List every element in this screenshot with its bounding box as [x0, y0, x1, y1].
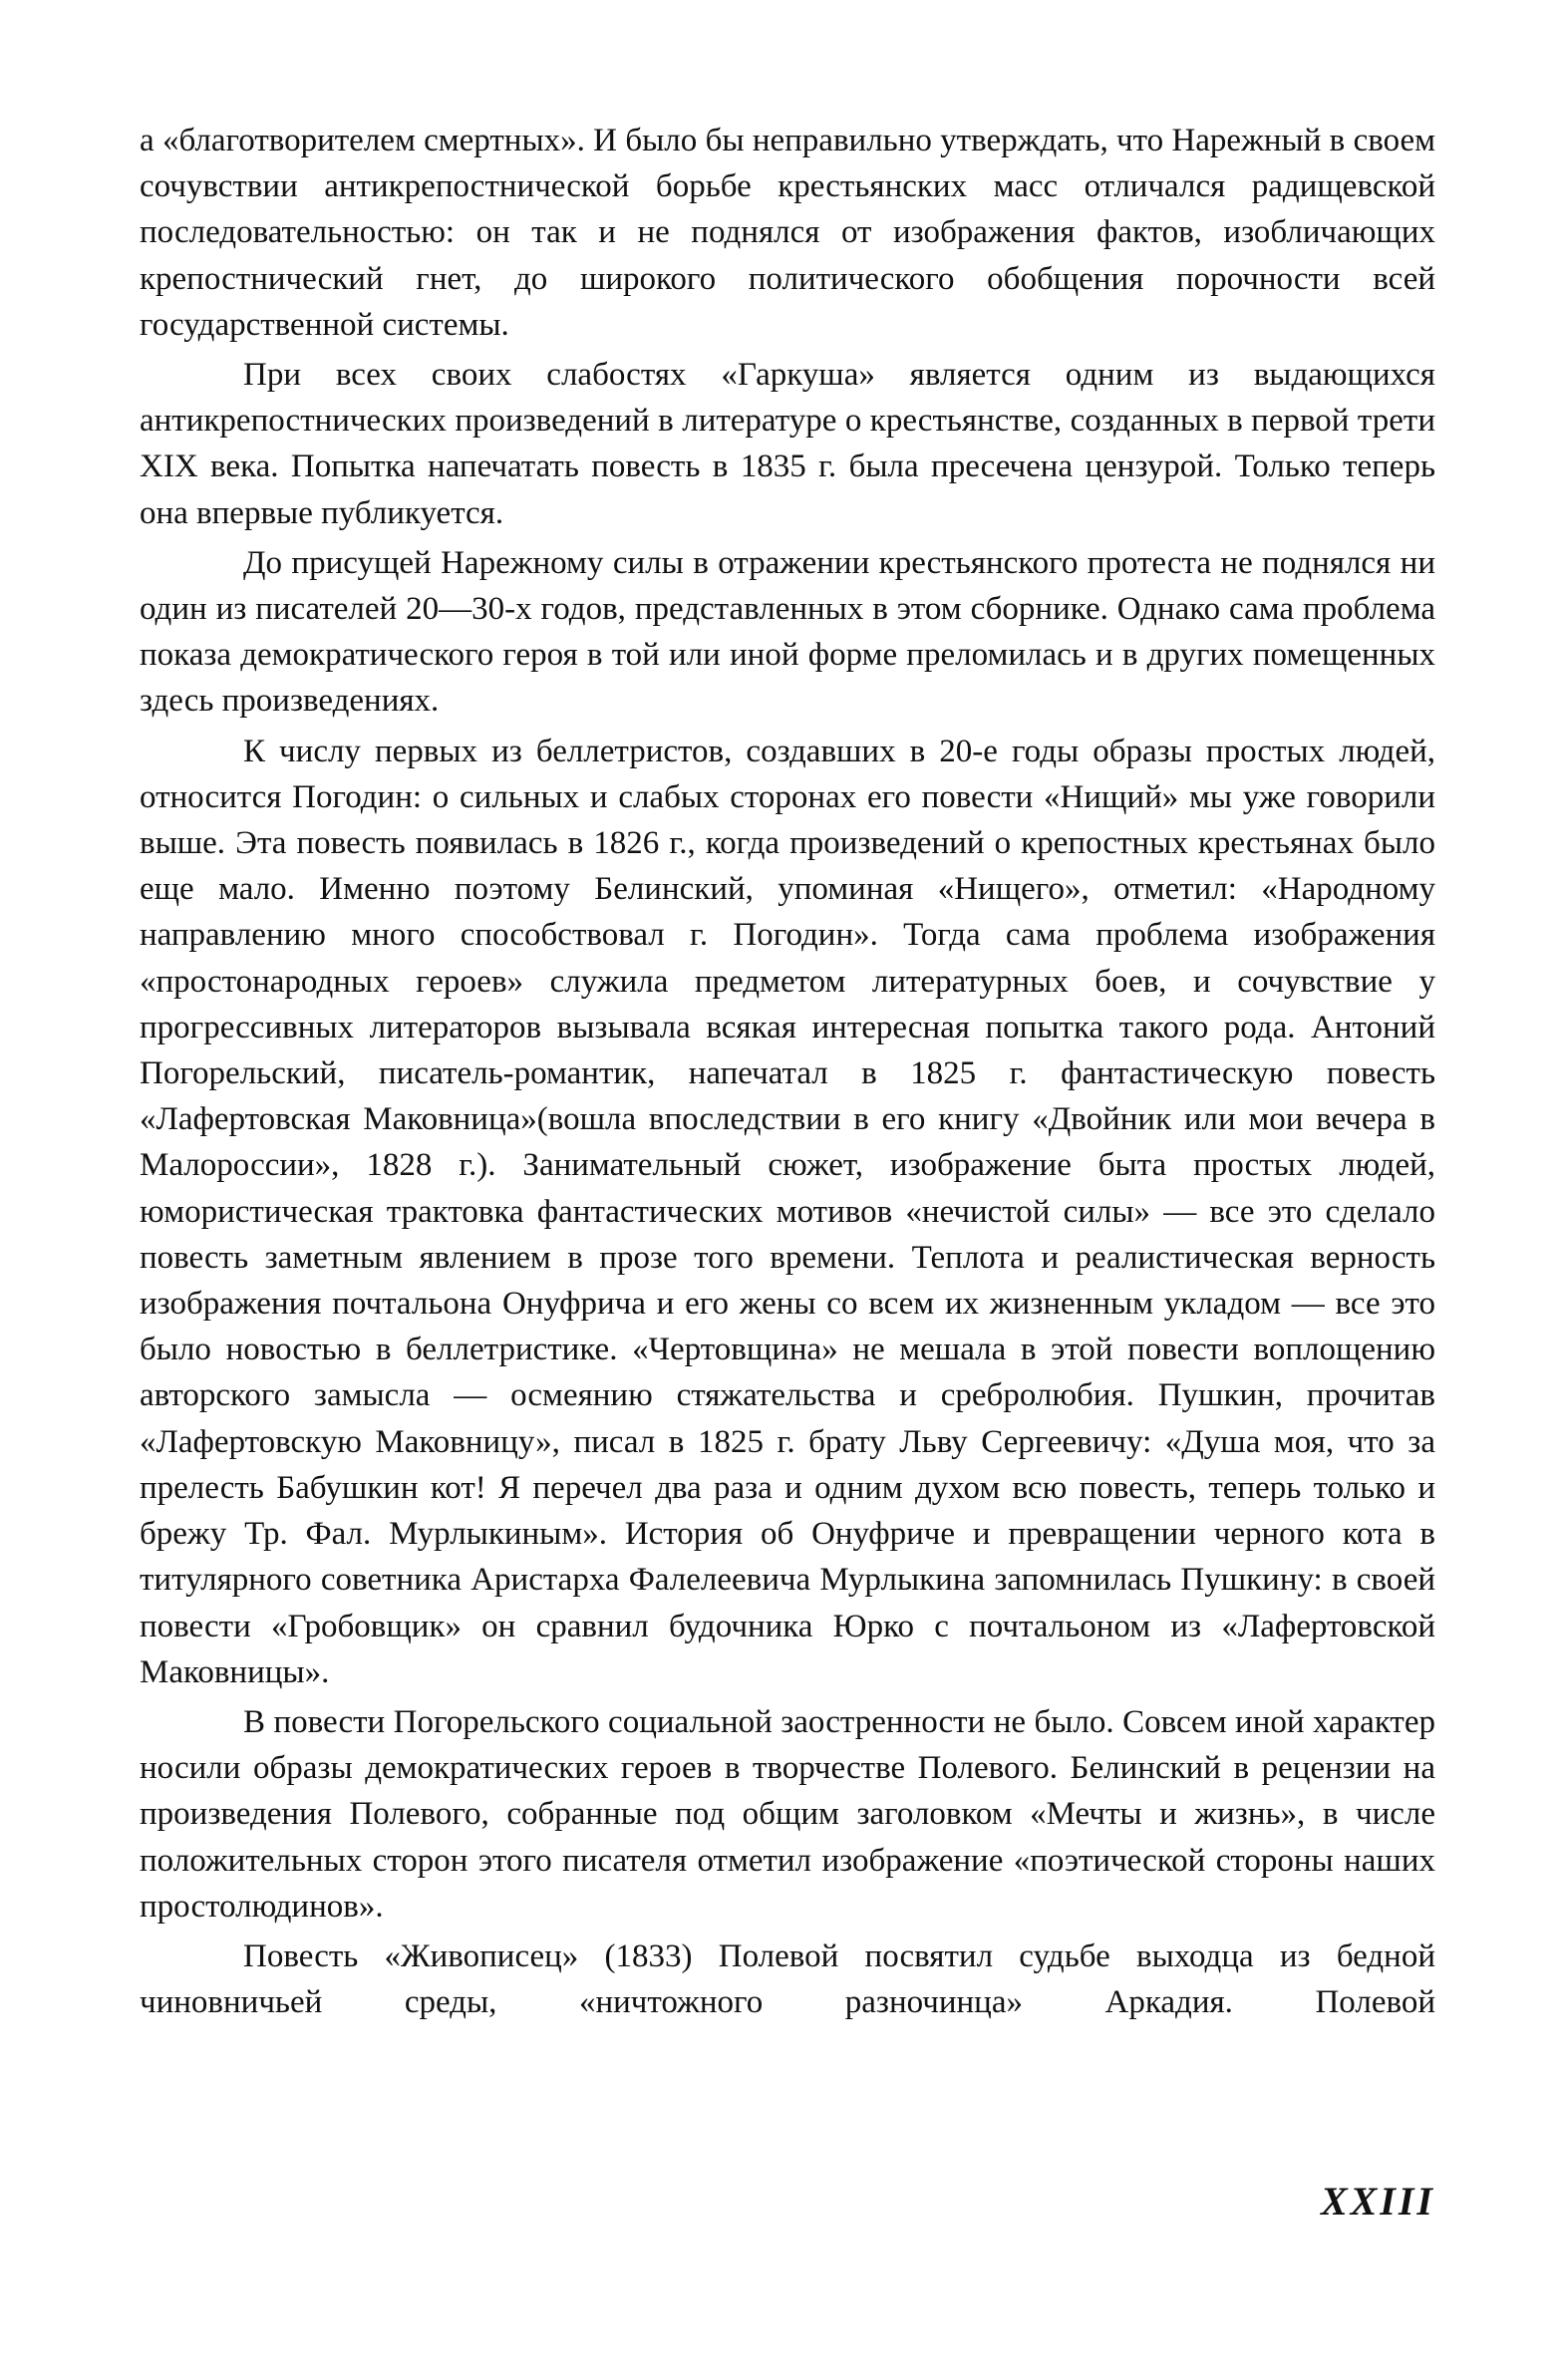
paragraph-6: Повесть «Живописец» (1833) Полевой посвятил судьбе выходца из бедной чиновничьей среды, «ничтожного разночинца» Аркадия. Полевой: [140, 1937, 1435, 2021]
document-page: [140, 118, 1435, 2025]
paragraph-1: а «благотворителем смертных». И было бы неправильно утверждать, что Нарежный в своем сочувствии антикрепостнической борьбе крестьянских масс отличался радищевской последовательностью: он так и не поднялся от изображения фактов, изобличающих крепостнический гнет, до широкого политического обобщения порочности всей государственной системы.: [140, 123, 1435, 343]
page-number: XXIII: [1320, 2179, 1435, 2224]
paragraph-5: В повести Погорельского социальной заостренности не было. Совсем иной характер носили образы демократических героев в творчестве Полевого. Белинский в рецензии на произведения Полевого, собранные под общим заголовком «Мечты и жизнь», в числе положительных сторон этого писателя отметил изображение «поэтической стороны наших простолюдинов».: [140, 1703, 1435, 1925]
paragraph-2: При всех своих слабостях «Гаркуша» является одним из выдающихся антикрепостнических произведений в литературе о крестьянстве, созданных в первой трети XIX века. Попытка напечатать повесть в 1835 г. была пресечена цензурой. Только теперь она впервые публикуется.: [140, 357, 1435, 531]
paragraph-3: До присущей Нарежному силы в отражении крестьянского протеста не поднялся ни один из писателей 20—30-х годов, представленных в этом сборнике. Однако сама проблема показа демократического героя в той или иной форме преломилась и в других помещенных здесь произведениях.: [140, 544, 1435, 720]
paragraph-4: К числу первых из беллетристов, создавших в 20-е годы образы простых людей, относится Погодин: о сильных и слабых сторонах его повести «Нищий» мы уже говорили выше. Эта повесть появилась в 1826 г., когда произведений о крепостных крестьянах было еще мало. Именно поэтому Белинский, упоминая «Нищего», отметил: «Народному направлению много способствовал г. Погодин». Тогда сама проблема изображения «простонародных героев» служила предметом литературных боев, и сочувствие у прогрессивных литераторов вызывала всякая интересная попытка такого рода. Антоний Погорельский, писатель-романтик, напечатал в 1825 г. фантастическую повесть «Лафертовская Маковница»(вошла впоследствии в его книгу «Двойник или мои вечера в Малороссии», 1828 г.). Занимательный сюжет, изображение быта простых людей, юмористическая трактовка фантастических мотивов «нечистой силы» — все это сделало повесть заметным явлением в прозе того времени. Теплота и реалистическая верность изображения почтальона Онуфрича и его жены со всем их жизненным укладом — все это было новостью в беллетристике. «Чертовщина» не мешала в этой повести воплощению авторского замысла — осмеянию стяжательства и сребролюбия. Пушкин, прочитав «Лафертовскую Маковницу», писал в 1825 г. брату Льву Сергеевичу: «Душа моя, что за прелесть Бабушкин кот! Я перечел два раза и одним духом всю повесть, теперь только и брежу Тр. Фал. Мурлыкиным». История об Онуфриче и превращении черного кота в титулярного советника Аристарха Фалелеевича Мурлыкина запомнилась Пушкину: в своей повести «Гробовщик» он сравнил будочника Юрко с почтальоном из «Лафертовской Маковницы».: [140, 733, 1435, 1690]
